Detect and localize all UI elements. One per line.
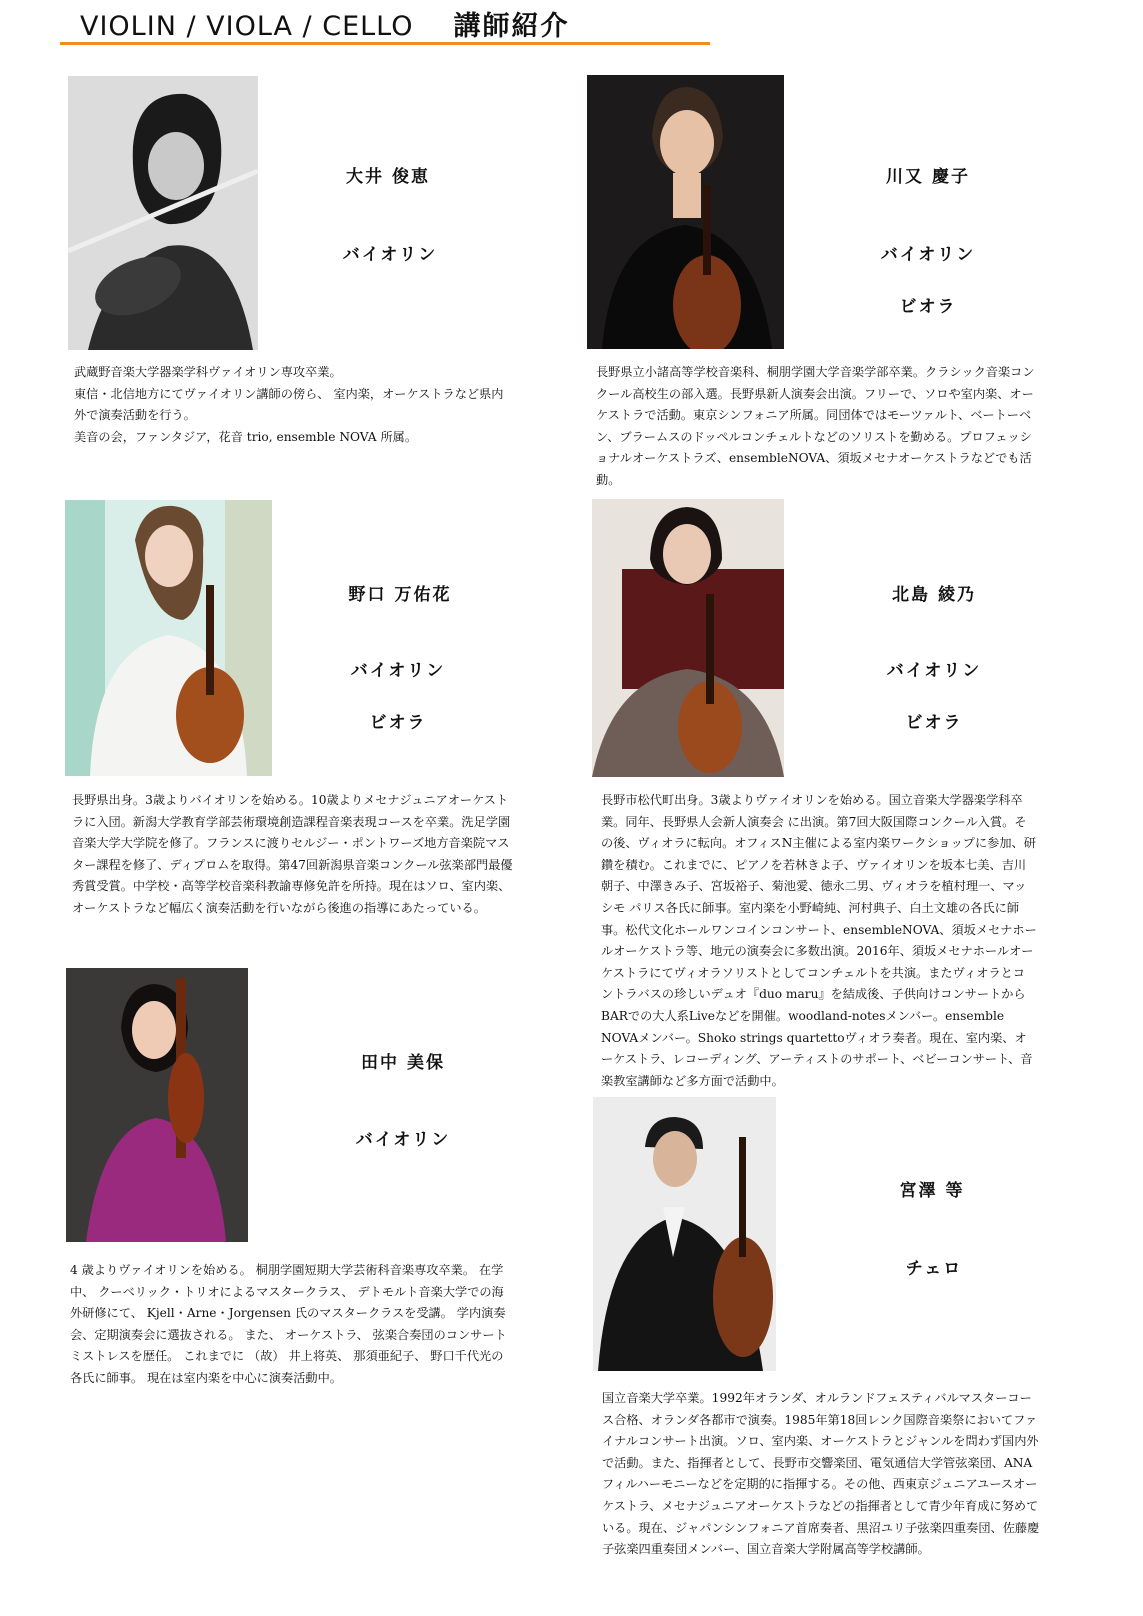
instructor-role-5-1: バイオリン xyxy=(355,1130,451,1150)
instructor-role-3-2: ビオラ xyxy=(369,713,427,733)
instructor-role-6-1: チェロ xyxy=(905,1259,963,1279)
instructor-bio-5: 4 歳よりヴァイオリンを始める。 桐朋学園短期大学芸術科音楽専攻卒業。 在学中、 クーベリック・トリオによるマスタークラス、 デトモルト音楽大学での海外研修にて、 Kjell・Arne・Jorgensen 氏のマスタークラスを受講。 学内演奏会、定期演奏会に選抜される。 また、 オーケストラ、 弦楽合奏団のコンサートミストレスを歴任。 これまでに （故） 井上将英、 那須亜紀子、 野口千代光の各氏に師事。 現在は室内楽を中心に演奏活動中。 xyxy=(70,1263,507,1385)
instructor-role-2-2: ビオラ xyxy=(899,297,957,317)
instructor-role-3-1: バイオリン xyxy=(350,661,446,681)
instructor-photo-1 xyxy=(68,76,258,350)
page-title xyxy=(80,4,570,43)
instructor-photo-5 xyxy=(66,968,248,1242)
instructor-bio-4: 長野市松代町出身。3歳よりヴァイオリンを始める。国立音楽大学器楽学科卒業。同年、長野県人会新人演奏会 に出演。第7回大阪国際コンクール入賞。その後、ヴィオラに転向。オフィスN主催による室内楽ワークショップに参加、研鑽を積む。これまでに、ピアノを若林きよ子、ヴァイオリンを坂本七美、吉川朝子、中澤きみ子、宮坂裕子、菊池愛、徳永二男、ヴィオラを植村理一、マッシモ パリス各氏に師事。室内楽を小野崎純、河村典子、白土文雄の各氏に師事。松代文化ホールワンコインコンサート、ensembleNOVA、須坂メセナホールオーケストラ等、地元の演奏会に多数出演。2016年、須坂メセナホールオーケストラにてヴィオラソリストとしてコンチェルトを共演。またヴィオラとコントラバスの珍しいデュオ『duo maru』を結成後、子供向けコンサートからBARでの大人系Liveなどを開催。woodland-notesメンバー。ensemble NOVAメンバー。Shoko strings quartettoヴィオラ奏者。現在、室内楽、オーケストラ、レコーディング、アーティストのサポート、ベビーコンサート、音楽教室講師など多方面で活動中。 xyxy=(601,793,1037,1088)
instructor-name-1: 大井 俊恵 xyxy=(346,167,430,187)
title-text: VIOLIN / VIOLA / CELLO xyxy=(80,11,414,42)
instructor-role-4-1: バイオリン xyxy=(886,661,982,681)
instructor-bio-3: 長野県出身。3歳よりバイオリンを始める。10歳よりメセナジュニアオーケストラに入団。新潟大学教育学部芸術環境創造課程音楽表現コースを卒業。洗足学園音楽大学大学院を修了。フランスに渡りセルジー・ポントワーズ地方音楽院マスター課程を修了、ディプロムを取得。第47回新潟県音楽コンクール弦楽部門最優秀賞受賞。中学校・高等学校音楽科教諭専修免許を所持。現在はソロ、室内楽、オーケストラなど幅広く演奏活動を行いながら後進の指導にあたっている。 xyxy=(72,793,513,915)
instructor-role-4-2: ビオラ xyxy=(905,713,963,733)
instructor-role-1-1: バイオリン xyxy=(342,245,438,265)
title-underline xyxy=(60,42,710,45)
instructor-bio-2: 長野県立小諸高等学校音楽科、桐朋学園大学音楽学部卒業。クラシック音楽コンクール高校生の部入選。長野県新人演奏会出演。フリーで、ソロや室内楽、オーケストラで活動。東京シンフォニア所属。同団体ではモーツァルト、ベートーベン、ブラームスのドッペルコンチェルトなどのソリストを勤める。プロフェッショナルオーケストラズ、ensembleNOVA、須坂メセナオーケストラなどでも活動。 xyxy=(596,365,1035,487)
instructor-name-5: 田中 美保 xyxy=(361,1053,445,1073)
subtitle-text: 講師紹介 xyxy=(453,11,570,42)
instructor-name-6: 宮澤 等 xyxy=(899,1181,965,1201)
instructor-photo-4 xyxy=(592,499,784,777)
instructor-photo-2 xyxy=(587,75,784,349)
page-header xyxy=(60,0,710,46)
instructor-photo-3 xyxy=(65,500,272,776)
instructor-name-2: 川又 慶子 xyxy=(886,167,970,187)
instructor-name-4: 北島 綾乃 xyxy=(892,585,976,605)
instructor-bio-1: 武蔵野音楽大学器楽学科ヴァイオリン専攻卒業。 東信・北信地方にてヴァイオリン講師の傍ら、 室内楽，オーケストラなど県内外で演奏活動を行う。 美音の会，ファンタジア，花音 trio, ensemble NOVA 所属。 xyxy=(74,365,504,444)
instructor-bio-6: 国立音楽大学卒業。1992年オランダ、オルランドフェスティバルマスターコース合格、オランダ各都市で演奏。1985年第18回レンク国際音楽祭においてファイナルコンサート出演。ソロ、室内楽、オーケストラとジャンルを問わず国内外で活動。また、指揮者として、長野市交響楽団、電気通信大学管弦楽団、ANAフィルハーモニーなどを定期的に指揮する。その他、西東京ジュニアユースオーケストラ、メセナジュニアオーケストラなどの指揮者として青少年育成に努めている。現在、ジャパンシンフォニア首席奏者、黒沼ユリ子弦楽四重奏団、佐藤慶子弦楽四重奏団メンバー、国立音楽大学附属高等学校講師。 xyxy=(602,1391,1040,1557)
instructor-role-2-1: バイオリン xyxy=(880,245,976,265)
instructor-photo-6 xyxy=(593,1097,776,1371)
instructor-name-3: 野口 万佑花 xyxy=(348,585,452,605)
